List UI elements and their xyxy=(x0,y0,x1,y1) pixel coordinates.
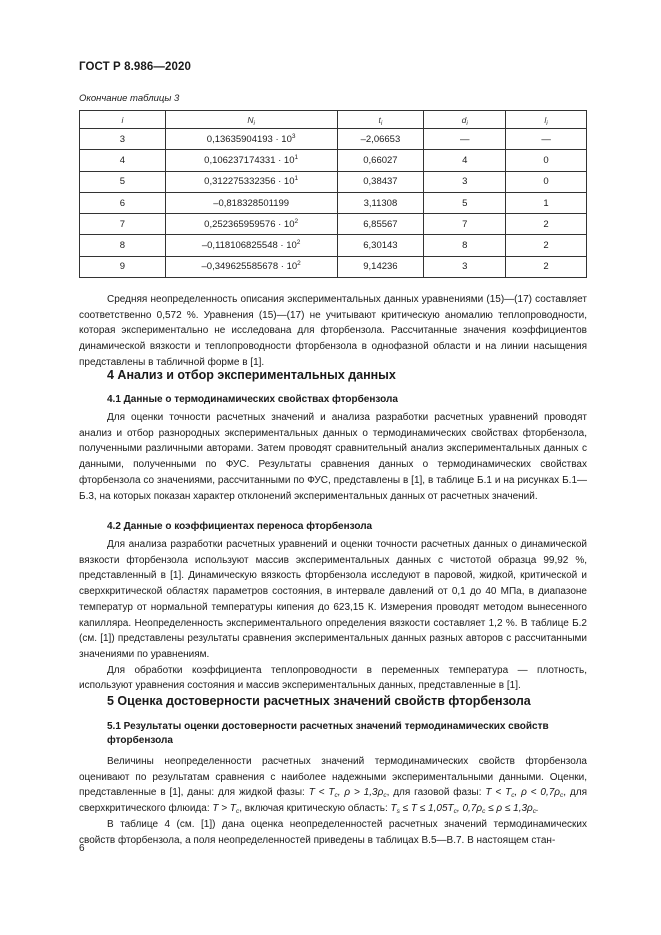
cell-l: 2 xyxy=(506,235,587,256)
cell-i: 8 xyxy=(80,235,166,256)
table-row xyxy=(80,214,587,235)
paragraph-text: Для оценки точности расчетных значений и анализа разработки расчетных уравнений проводят анализ и отбор разнородных экспериментальных данных о термодинамических свойствах фторбензола, полученными различными авторами. Затем проводят сравнительный анализ экспериментальных данных с данными, полученными по ФУС. Результаты сравнения данных о термодинамических свойствах фторбензола со значениями, рассчитанными по ФУС, представлены в [1], в таблице Б.1 и на рисунках Б.1—Б.3, на которых показан характер отклонений экспериментальных данных от расчетных значений. xyxy=(79,412,587,502)
cell-i: 3 xyxy=(80,129,166,150)
table-row xyxy=(80,256,587,277)
critical-region-condition: $T_s \le T \le 1,05T_c$, $0,7\rho_c \le \rho \le 1,3\rho_c$. xyxy=(390,803,539,816)
col-header-l: $l_i$ xyxy=(506,111,587,129)
section-4-2-title: 4.2 Данные о коэффициентах переноса фторбензола xyxy=(107,521,373,532)
section-4-1-text xyxy=(79,410,587,504)
paragraph-uncertainty xyxy=(79,292,587,371)
col-header-i: i xyxy=(80,111,166,129)
cell-d: 4 xyxy=(424,150,506,171)
coefficients-table xyxy=(79,110,587,278)
paragraph-text: Средняя неопределенность описания экспериментальных данных уравнениями (15)—(17) составляет соответственно 0,572 %. Уравнения (15)—(17) не учитывают критическую аномалию теплопроводности, которая экспериментально не исследована для фторбензола. Рассчитанные значения коэффициентов динамической вязкости и теплопроводности фторбензола в однофазной области и на линии насыщения представлены в табличной форме в [1]. xyxy=(79,294,587,368)
col-header-t: $t_i$ xyxy=(337,111,424,129)
table-row xyxy=(80,171,587,192)
cell-i: 4 xyxy=(80,150,166,171)
cell-t: –2,06653 xyxy=(337,129,424,150)
cell-d: 5 xyxy=(424,192,506,213)
cell-d: — xyxy=(424,129,506,150)
cell-l: 2 xyxy=(506,256,587,277)
table-body xyxy=(80,129,587,278)
cell-d: 8 xyxy=(424,235,506,256)
gas-phase-condition: $T < T_c$, $\rho < 0,7\rho_c$ xyxy=(485,787,564,800)
cell-d: 3 xyxy=(424,171,506,192)
section-4-title: 4 Анализ и отбор экспериментальных данных xyxy=(107,368,396,382)
section-5-title: 5 Оценка достоверности расчетных значений свойств фторбензола xyxy=(107,694,531,708)
paragraph-text: Величины неопределенности расчетных значений термодинамических свойств фторбензола оценивают по результатам сравнения с наиболее надежными экспериментальными данными. Оценки, представленные в [1], даны: для жидкой фазы: $T < T_c$, $\rho > 1,3\rho_c$, для газовой фазы: $T < T_c$, $\rho < 0,7\rho_c$, для сверхкритического флюида: $T > T_c$, включая критическую область: $T_s \le T \le 1,05T_c$, $0,7\rho_c \le \rho \le 1,3\rho_c$. xyxy=(79,756,587,816)
table-caption: Окончание таблицы 3 xyxy=(79,93,180,104)
cell-i: 9 xyxy=(80,256,166,277)
cell-n: $0,312275332356 \cdot 10^1$ xyxy=(165,171,337,192)
table-row xyxy=(80,192,587,213)
cell-n: $-0,349625585678 \cdot 10^2$ xyxy=(165,256,337,277)
paragraph-text: Для анализа разработки расчетных уравнений и оценки точности расчетных данных о динамической вязкости фторбензола используют массив экспериментальных данных с чистотой образца 99,92 %, представленный в [1]. Динамическую вязкость фторбензола исследуют в паровой, жидкой, критической и сверхкритической областях параметров состояния, в интервале давлений от 0,1 до 40 МПа, в диапазоне температур от нормальной температуры кипения до 623,15 К. Измерения проводят методом вынесенного капилляра. Неопределенность экспериментального определения вязкости составляет 1,2 %. В таблице Б.2 (см. [1]) представлены результаты сравнения экспериментальных данных разных авторов с рассчитанными значениями по уравнениям. xyxy=(79,539,587,660)
cell-d: 7 xyxy=(424,214,506,235)
cell-l: 2 xyxy=(506,214,587,235)
cell-n: –0,818328501199 xyxy=(165,192,337,213)
section-4-2-text xyxy=(79,537,587,694)
col-header-d: $d_i$ xyxy=(424,111,506,129)
cell-t: 0,38437 xyxy=(337,171,424,192)
col-header-n: $N_i$ xyxy=(165,111,337,129)
document-header: ГОСТ Р 8.986—2020 xyxy=(79,61,191,73)
paragraph-text: Для обработки коэффициента теплопроводности в переменных температура — плотность, используют уравнения состояния и массив экспериментальных данных, представленные в [1]. xyxy=(79,664,587,692)
cell-l: — xyxy=(506,129,587,150)
table-row xyxy=(80,150,587,171)
cell-i: 5 xyxy=(80,171,166,192)
page-number: 6 xyxy=(79,843,85,854)
cell-t: 9,14236 xyxy=(337,256,424,277)
cell-d: 3 xyxy=(424,256,506,277)
cell-t: 6,85567 xyxy=(337,214,424,235)
cell-t: 3,11308 xyxy=(337,192,424,213)
cell-t: 6,30143 xyxy=(337,235,424,256)
cell-n: $0,13635904193 \cdot 10^3$ xyxy=(165,129,337,150)
table-header-row xyxy=(80,111,587,129)
section-5-1-title: 5.1 Результаты оценки достоверности расчетных значений термодинамических свойств фторбензола xyxy=(107,721,549,746)
supercritical-condition: $T > T_c$ xyxy=(212,803,240,816)
section-4-1-title: 4.1 Данные о термодинамических свойствах фторбензола xyxy=(107,394,398,405)
section-5-1-text xyxy=(79,754,587,848)
table-row xyxy=(80,129,587,150)
cell-i: 7 xyxy=(80,214,166,235)
cell-n: $-0,118106825548 \cdot 10^2$ xyxy=(165,235,337,256)
liquid-phase-condition: $T < T_c$, $\rho > 1,3\rho_c$ xyxy=(308,787,387,800)
table-row xyxy=(80,235,587,256)
cell-l: 0 xyxy=(506,150,587,171)
cell-l: 1 xyxy=(506,192,587,213)
cell-t: 0,66027 xyxy=(337,150,424,171)
cell-n: $0,106237174331 \cdot 10^1$ xyxy=(165,150,337,171)
cell-i: 6 xyxy=(80,192,166,213)
cell-n: $0,252365959576 \cdot 10^2$ xyxy=(165,214,337,235)
paragraph-text: В таблице 4 (см. [1]) дана оценка неопределенностей расчетных значений термодинамических свойств фторбензола, а поля неопределенностей приведены в таблицах В.5—В.7. В настоящем стан- xyxy=(79,818,587,846)
cell-l: 0 xyxy=(506,171,587,192)
